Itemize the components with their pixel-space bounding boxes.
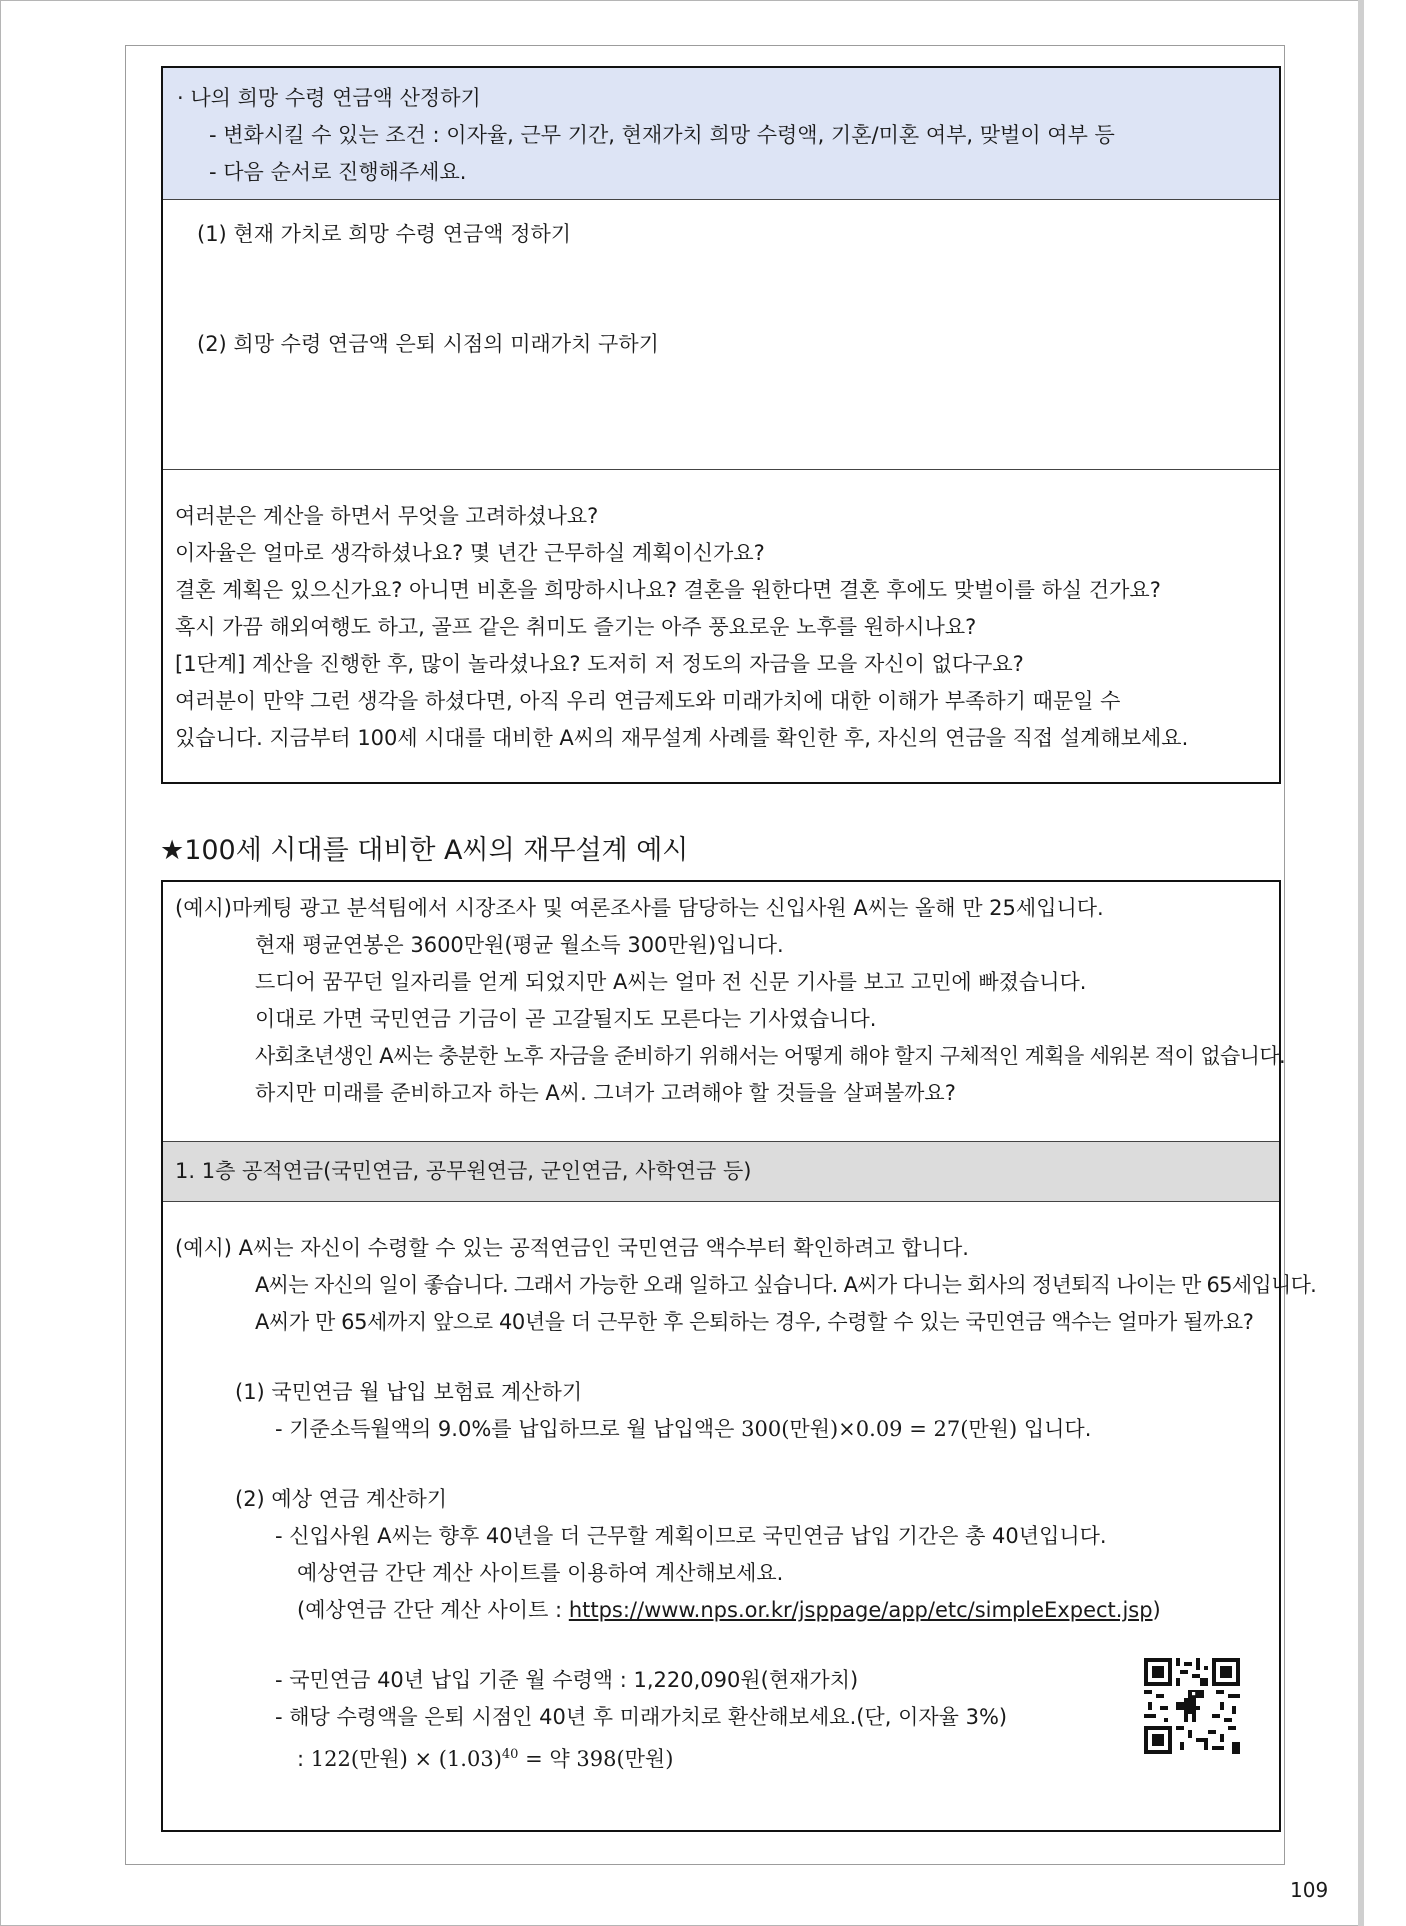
instruction-bullet: · 나의 희망 수령 연금액 산정하기 xyxy=(177,86,481,110)
section-title-text: 1. 1층 공적연금(국민연금, 공무원연금, 군인연금, 사학연금 등) xyxy=(175,1159,752,1183)
step-1-title: (1) 국민연금 월 납입 보험료 계산하기 xyxy=(235,1380,583,1404)
formula-prefix: : xyxy=(297,1747,305,1771)
intro-line: 이대로 가면 국민연금 기금이 곧 고갈될지도 모른다는 기사였습니다. xyxy=(255,1007,877,1031)
steps-area xyxy=(163,200,1279,470)
intro-line: 하지만 미래를 준비하고자 하는 A씨. 그녀가 고려해야 할 것들을 살펴볼까요? xyxy=(255,1081,956,1105)
question-line: 이자율은 얼마로 생각하셨나요? 몇 년간 근무하실 계획이신가요? xyxy=(175,541,765,565)
formula-base: 122(만원) × (1.03) xyxy=(310,1747,502,1771)
pension-example-body xyxy=(163,1202,1317,1778)
question-line: 여러분이 만약 그런 생각을 하셨다면, 아직 우리 연금제도와 미래가치에 대한 이해가 부족하기 때문일 수 xyxy=(175,689,1121,713)
example-line: A씨가 만 65세까지 앞으로 40년을 더 근무한 후 은퇴하는 경우, 수령할 수 있는 국민연금 액수는 얼마가 될까요? xyxy=(255,1310,1254,1334)
calc-site-line xyxy=(175,1592,1279,1629)
question-line: 여러분은 계산을 하면서 무엇을 고려하셨나요? xyxy=(175,504,599,528)
step-2-title: (2) 예상 연금 계산하기 xyxy=(235,1487,448,1511)
monthly-pension-result: - 국민연금 40년 납입 기준 월 수령액 : 1,220,090원(현재가치) xyxy=(275,1668,859,1692)
step-2-label: (2) 희망 수령 연금액 은퇴 시점의 미래가치 구하기 xyxy=(197,332,659,356)
example-intro xyxy=(163,882,1286,1142)
question-line: 있습니다. 지금부터 100세 시대를 대비한 A씨의 재무설계 사례를 확인한 후, 자신의 연금을 직접 설계해보세요. xyxy=(175,726,1189,750)
step-1-label: (1) 현재 가치로 희망 수령 연금액 정하기 xyxy=(197,222,572,246)
example-line: (예시) A씨는 자신이 수령할 수 있는 공적연금인 국민연금 액수부터 확인하려고 합니다. xyxy=(175,1236,969,1260)
step-1-math: 300(만원)×0.09 = 27(만원) xyxy=(741,1417,1018,1441)
site-close: ) xyxy=(1152,1598,1161,1622)
page-number: 109 xyxy=(1290,1878,1329,1902)
step-1-calc xyxy=(175,1411,1279,1448)
question-line: 결혼 계획은 있으신가요? 아니면 비혼을 희망하시나요? 결혼을 원한다면 결혼 후에도 맞벌이를 하실 건가요? xyxy=(175,578,1161,602)
step-1-text: - 기준소득월액의 9.0%를 납입하므로 월 납입액은 xyxy=(275,1417,735,1441)
future-value-instruction: - 해당 수령액을 은퇴 시점인 40년 후 미래가치로 환산해보세요.(단, 이자율 3%) xyxy=(275,1705,1008,1729)
step-1-end: 입니다. xyxy=(1023,1417,1092,1441)
instruction-order: - 다음 순서로 진행해주세요. xyxy=(209,160,467,184)
intro-line: (예시)마케팅 광고 분석팀에서 시장조사 및 여론조사를 담당하는 신입사원 A씨는 올해 만 25세입니다. xyxy=(175,896,1104,920)
formula-exponent: 40 xyxy=(501,1747,519,1762)
pension-calc-box xyxy=(161,66,1281,784)
step-2-line: - 신입사원 A씨는 향후 40년을 더 근무할 계획이므로 국민연금 납입 기간은 총 40년입니다. xyxy=(275,1524,1107,1548)
step-2-line: 예상연금 간단 계산 사이트를 이용하여 계산해보세요. xyxy=(297,1561,784,1585)
qr-code-icon[interactable] xyxy=(1144,1658,1240,1754)
page-shadow xyxy=(1358,0,1364,1926)
question-line: [1단계] 계산을 진행한 후, 많이 놀라셨나요? 도저히 저 정도의 자금을 모을 자신이 없다구요? xyxy=(175,652,1024,676)
nps-simple-expect-link[interactable]: https://www.nps.or.kr/jsppage/app/etc/simpleExpect.jsp xyxy=(568,1598,1153,1622)
future-value-formula xyxy=(175,1736,1279,1778)
intro-line: 사회초년생인 A씨는 충분한 노후 자금을 준비하기 위해서는 어떻게 해야 할지 구체적인 계획을 세워본 적이 없습니다. xyxy=(255,1044,1286,1068)
intro-line: 현재 평균연봉은 3600만원(평균 월소득 300만원)입니다. xyxy=(255,933,784,957)
site-label: (예상연금 간단 계산 사이트 : xyxy=(297,1598,563,1622)
example-line: A씨는 자신의 일이 좋습니다. 그래서 가능한 오래 일하고 싶습니다. A씨가 다니는 회사의 정년퇴직 나이는 만 65세입니다. xyxy=(255,1273,1317,1297)
section-heading: ★100세 시대를 대비한 A씨의 재무설계 예시 xyxy=(160,835,689,866)
formula-result: = 약 398(만원) xyxy=(525,1747,674,1771)
intro-line: 드디어 꿈꾸던 일자리를 얻게 되었지만 A씨는 얼마 전 신문 기사를 보고 고민에 빠졌습니다. xyxy=(255,970,1087,994)
financial-plan-example-box xyxy=(161,880,1317,1832)
question-line: 혹시 가끔 해외여행도 하고, 골프 같은 취미도 즐기는 아주 풍요로운 노후를 원하시나요? xyxy=(175,615,977,639)
section-title-public-pension xyxy=(163,1142,1279,1202)
reflection-questions xyxy=(163,470,1279,757)
instruction-header xyxy=(163,68,1279,200)
instruction-conditions: - 변화시킬 수 있는 조건 : 이자율, 근무 기간, 현재가치 희망 수령액, 기혼/미혼 여부, 맞벌이 여부 등 xyxy=(209,123,1115,147)
